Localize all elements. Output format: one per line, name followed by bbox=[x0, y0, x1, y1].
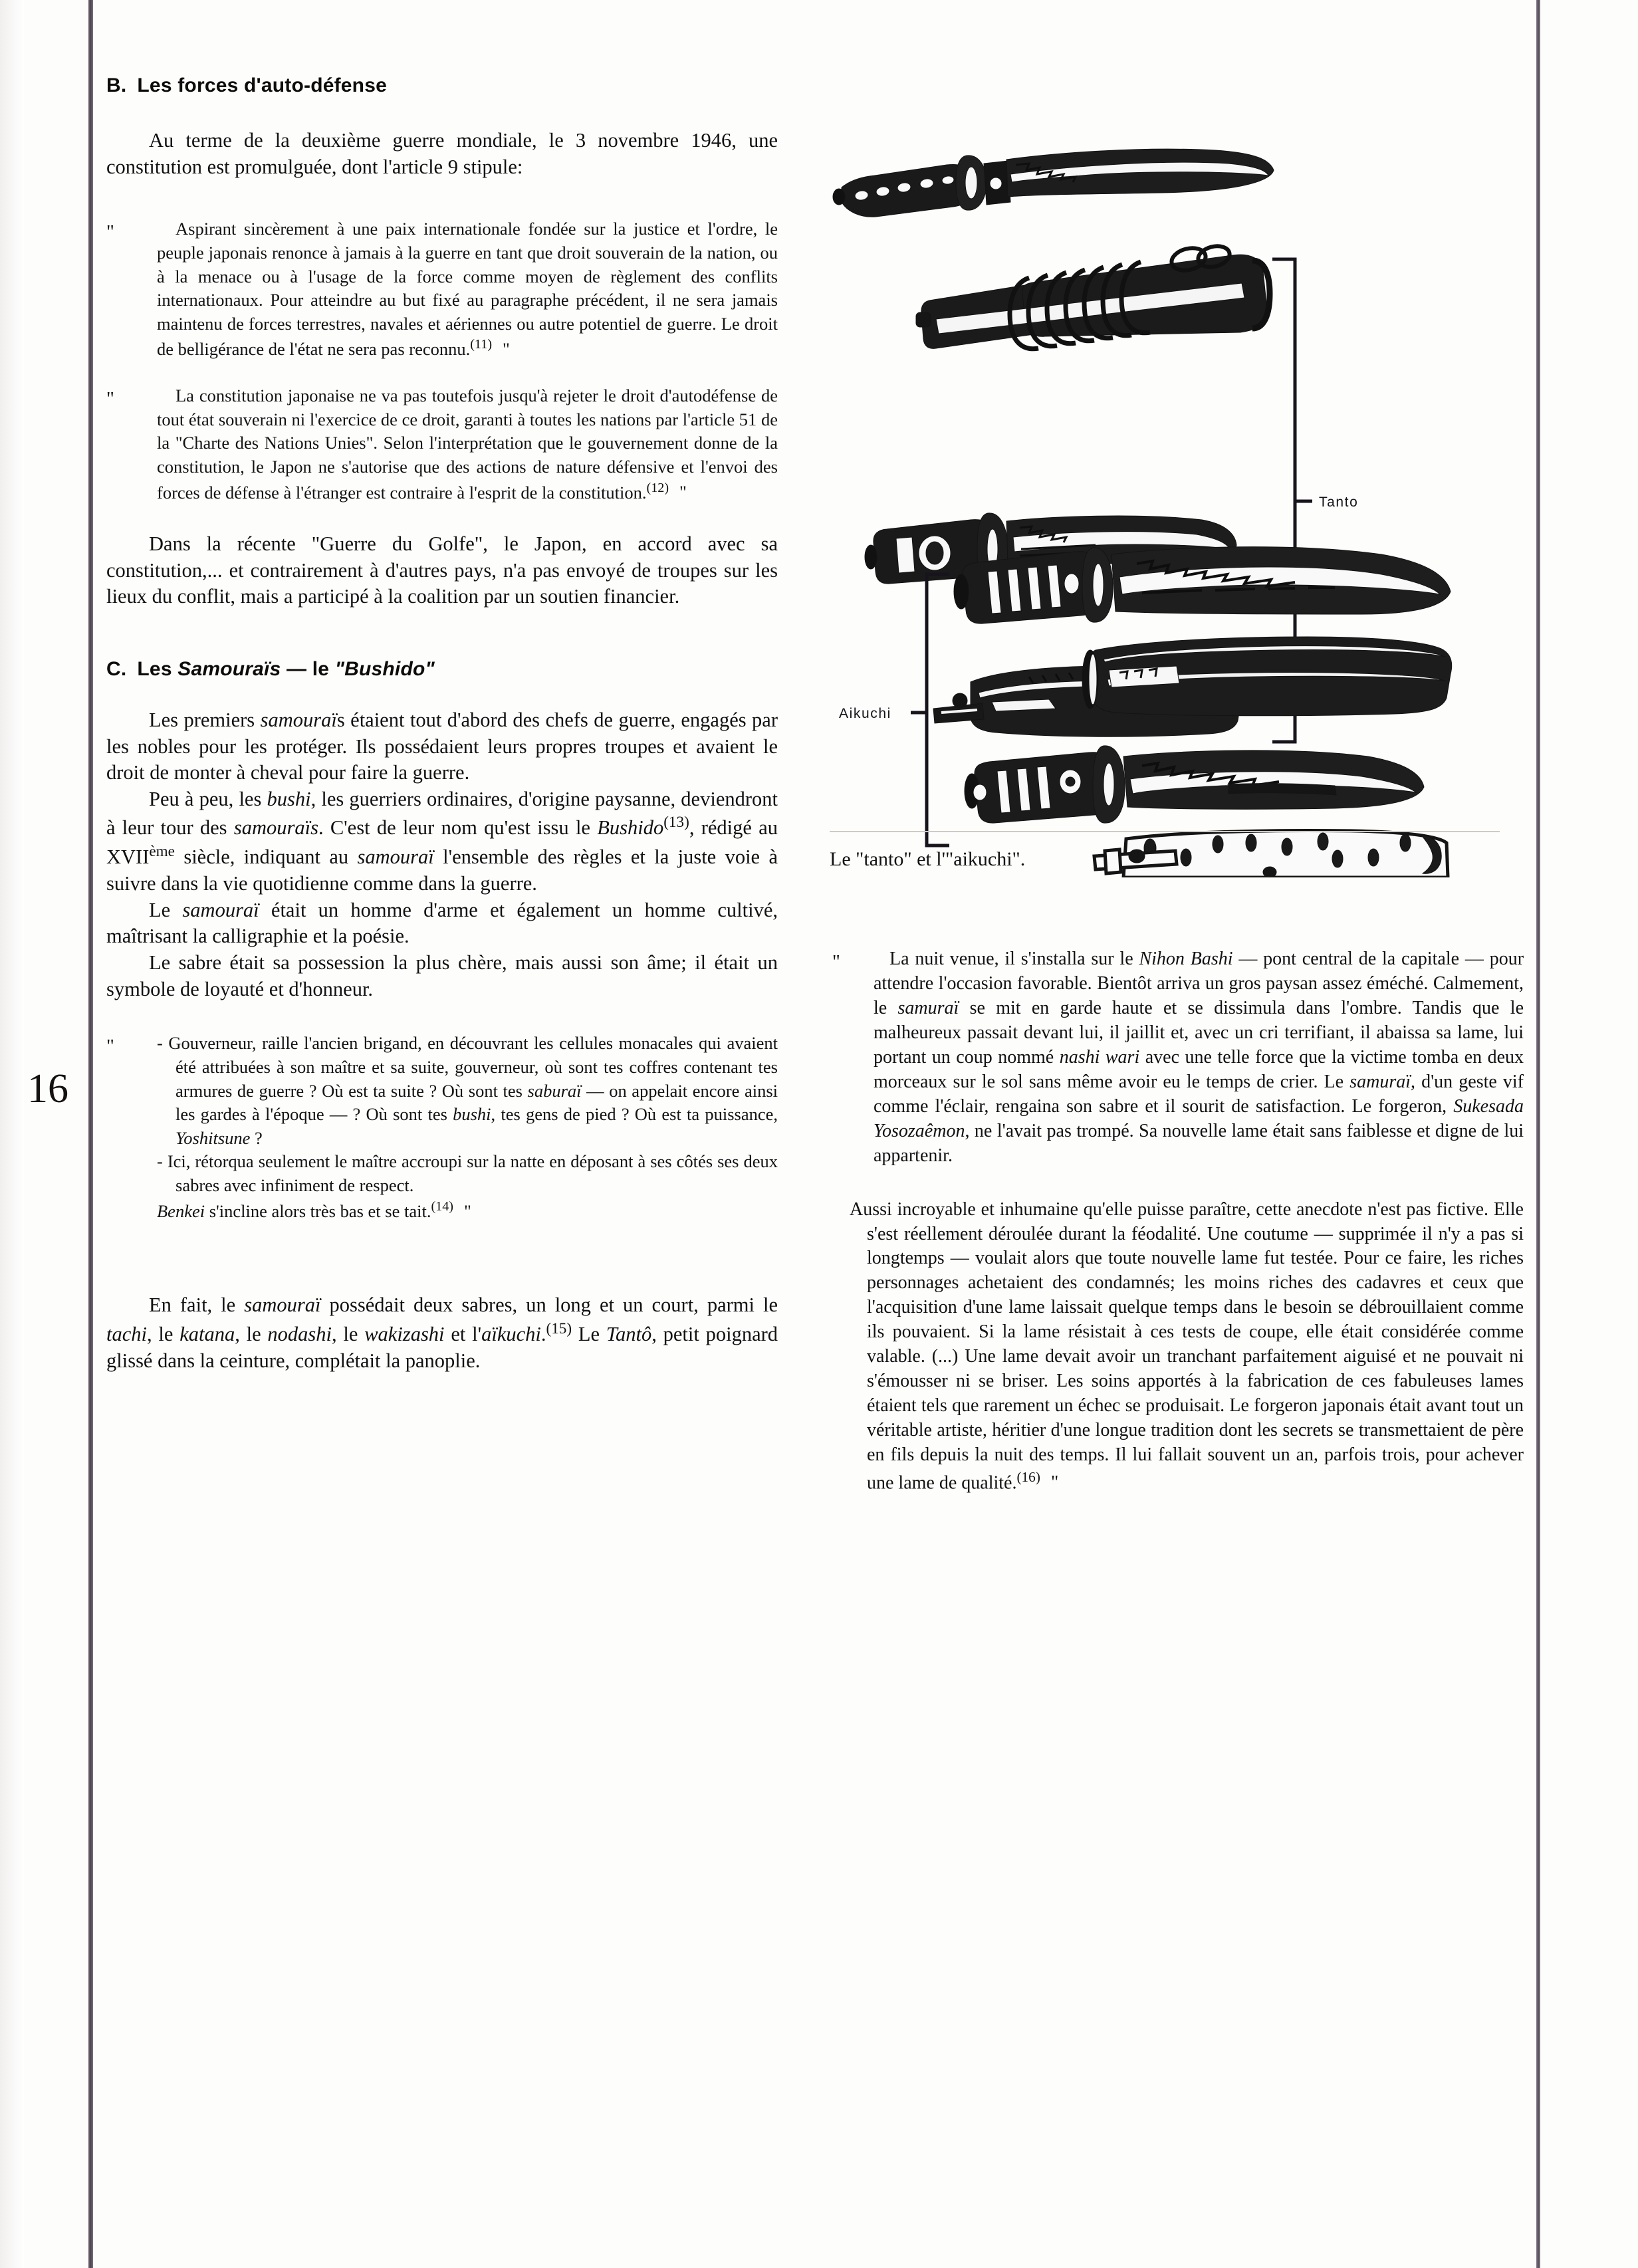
section-c-title-samourais: Samouraïs bbox=[177, 657, 281, 680]
quote-close-mark: " bbox=[503, 339, 510, 360]
bracket-label-aikuchi: Aikuchi bbox=[839, 706, 891, 721]
quote-open-mark: " bbox=[106, 1036, 114, 1058]
quote-3-line-gouverneur: - Gouverneur, raille l'ancien brigand, en découvrant les cellules monacales qui avaient été attribuées à son maître et sa suite, gouverneur, où sont tes coffres contenant tes armures de guerre ? Où est ta suite ? Où sont tes saburaï — on appelait encore ainsi les gardes à l'époque — ? Où sont tes bushi, tes gens de pied ? Où est ta puissance, Yoshitsune ? bbox=[157, 1033, 778, 1148]
section-c-title-bushido: "Bushido" bbox=[334, 657, 435, 680]
quote-3-line-benkei: Benkei s'incline alors très bas et se tait.$^{(14)}$ " bbox=[157, 1198, 471, 1221]
quote-open-mark: " bbox=[106, 221, 114, 243]
section-b-title: Les forces d'auto-défense bbox=[137, 74, 387, 96]
quote-2-text: La constitution japonaise ne va pas toutefois jusqu'à rejeter le droit d'autodéfense de tout état souverain ni l'exercice de ce droit, garanti à toutes les nations par l'article 51 de la "Charte des Nations Unies". Selon l'interprétation que le gouvernement donne de la constitution, le Japon ne s'autorise que des actions de nature défensive et l'envoi des forces de défense à l'étranger est contraire à l'esprit de la constitution.$^{(12)}$ " bbox=[157, 385, 778, 503]
quote-open-mark: " bbox=[832, 951, 840, 972]
intro-paragraph: Au terme de la deuxième guerre mondiale, le 3 novembre 1946, une constitution est promulguée, dont l'article 9 stipule: bbox=[106, 129, 778, 178]
quote-block-2 bbox=[106, 384, 778, 505]
section-b-label: B. bbox=[106, 74, 127, 96]
left-margin-rule bbox=[88, 0, 93, 2268]
quote-3-line-ici: - Ici, rétorqua seulement le maître accroupi sur la natte en déposant à ses côtés ses deux sabres avec infiniment de respect. bbox=[157, 1151, 778, 1196]
section-heading-c bbox=[106, 658, 778, 681]
page-edge-shading bbox=[0, 0, 24, 2268]
quote-close-mark: " bbox=[463, 1200, 471, 1221]
page-number: 16 bbox=[27, 1066, 68, 1111]
paragraph-anecdote-wrap bbox=[832, 1198, 1524, 1496]
bracket-label-tanto: Tanto bbox=[1319, 495, 1359, 510]
paragraph-deux-sabres: En fait, le samouraï possédait deux sabres, un long et un court, parmi le tachi, le katana, le nodashi, le wakizashi et l'aïkuchi.$^{(15)}$ Le Tantô, petit poignard glissé dans la ceinture, complétait la panoplie. bbox=[106, 1294, 778, 1372]
figure-caption: Le "tanto" et l'"aikuchi". bbox=[830, 848, 1026, 870]
section-c-title-a: Les bbox=[137, 657, 178, 680]
paragraph-homme-arme: Le samouraï était un homme d'arme et également un homme cultivé, maîtrisant la calligraphie et la poésie. bbox=[106, 898, 778, 948]
paragraph-samurai-chiefs: Les premiers samouraïs étaient tout d'abord des chefs de guerre, engagés par les nobles pour les protéger. Ils possédaient leurs propres troupes et avaient le droit de monter à cheval pour faire la guerre. bbox=[106, 708, 778, 784]
quote-1-text: Aspirant sincèrement à une paix internationale fondée sur la justice et l'ordre, le peuple japonais renonce à jamais à la guerre en tant que droit souverain de la nation, ou à la menace ou à l'usage de la force comme moyen de règlement des conflits internationaux. Pour atteindre au but fixé au paragraphe précédent, il ne sera jamais maintenu de forces terrestres, navales et aériennes ou autre potentiel de guerre. Le droit de belligérance de l'état ne sera pas reconnu.$^{(11)}$ " bbox=[157, 219, 778, 360]
section-c-title-b: — le bbox=[281, 657, 335, 680]
quote-4-text: La nuit venue, il s'installa sur le Nihon Bashi — pont central de la capitale — pour attendre l'occasion favorable. Bientôt arriva un gros paysan assez éméché. Calmement, le samuraï se mit en garde haute et se dissimula dans l'ombre. Tandis que le malheureux passait devant lui, il jaillit et, avec un cri terrifiant, il abaissa sa lame, lui portant un coup nommé nashi wari avec une telle force que la victime tomba en deux morceaux sur le sol sans même avoir eu le temps de crier. Le samuraï, d'un geste vif comme l'éclair, rengaina son sabre et il sourit de satisfaction. Le forgeron, Sukesada Yosozaêmon, ne l'avait pas trompé. Sa nouvelle lame était sans faiblesse et digne de lui appartenir. bbox=[874, 949, 1524, 1166]
quote-open-mark: " bbox=[106, 388, 114, 409]
footnote-ref-14: (14) bbox=[431, 1198, 453, 1214]
footnote-ref-16: (16) bbox=[1016, 1469, 1040, 1486]
paragraph-anecdote: Aussi incroyable et inhumaine qu'elle puisse paraître, cette anecdote n'est pas fictive. Elle s'est réellement déroulée durant la féodalité. Une coutume — supprimée il n'y a pas si longtemps — voulait alors que toute nouvelle lame fut testée. Pour ce faire, les riches personnages achetaient des condamnés; les moins riches des cadavres et ceux que l'acquisition d'une lame laissait quelque temps dans le besoin se débrouillaient comme ils pouvaient. Si la lame résistait à ces tests de coupe, elle était considérée comme valable. (...) Une lame devait avoir un tranchant parfaitement aiguisé et ne pouvait ni s'émousser ni se briser. Les soins apportés à la fabrication de ces fabuleuses lames étaient tels que rarement un échec se produisait. Le forgeron japonais était avant tout un véritable artiste, héritier d'une longue tradition dont les secrets se transmettaient de père en fils depuis la nuit des temps. Il lui fallait souvent un an, parfois trois, pour achever une lame de qualité.$^{(16)}$ " bbox=[850, 1198, 1524, 1494]
right-column bbox=[832, 0, 1524, 1496]
quote-block-3 bbox=[106, 1032, 778, 1223]
paragraph-sabre: Le sabre était sa possession la plus chère, mais aussi son âme; il était un symbole de loyauté et d'honneur. bbox=[106, 951, 778, 1000]
quote-block-1 bbox=[106, 217, 778, 362]
footnote-ref-15: (15) bbox=[546, 1319, 572, 1337]
left-column bbox=[106, 0, 778, 1374]
paragraph-bushi: Peu à peu, les bushi, les guerriers ordinaires, d'origine paysanne, deviendront à leur tour des samouraïs. C'est de leur nom qu'est issu le Bushido$^{(13)}$, rédigé au XVIIème siècle, indiquant au samouraï l'ensemble des règles et la juste voie à suivre dans la vie quotidienne comme dans la guerre. bbox=[106, 787, 778, 895]
golfe-paragraph: Dans la récente "Guerre du Golfe", le Japon, en accord avec sa constitution,... et contrairement à d'autres pays, n'a pas envoyé de troupes sur les lieux du conflit, mais a participé à la coalition par un soutien financier. bbox=[106, 532, 778, 608]
section-heading-b bbox=[106, 74, 778, 97]
footnote-ref-13: (13) bbox=[663, 814, 689, 832]
footnote-ref-11: (11) bbox=[470, 337, 493, 352]
right-margin-rule bbox=[1536, 0, 1540, 2268]
section-c-label: C. bbox=[106, 657, 127, 680]
quote-close-mark: " bbox=[1050, 1472, 1059, 1494]
quote-close-mark: " bbox=[679, 482, 687, 503]
footnote-ref-12: (12) bbox=[646, 480, 669, 495]
quote-block-4 bbox=[832, 947, 1524, 1169]
